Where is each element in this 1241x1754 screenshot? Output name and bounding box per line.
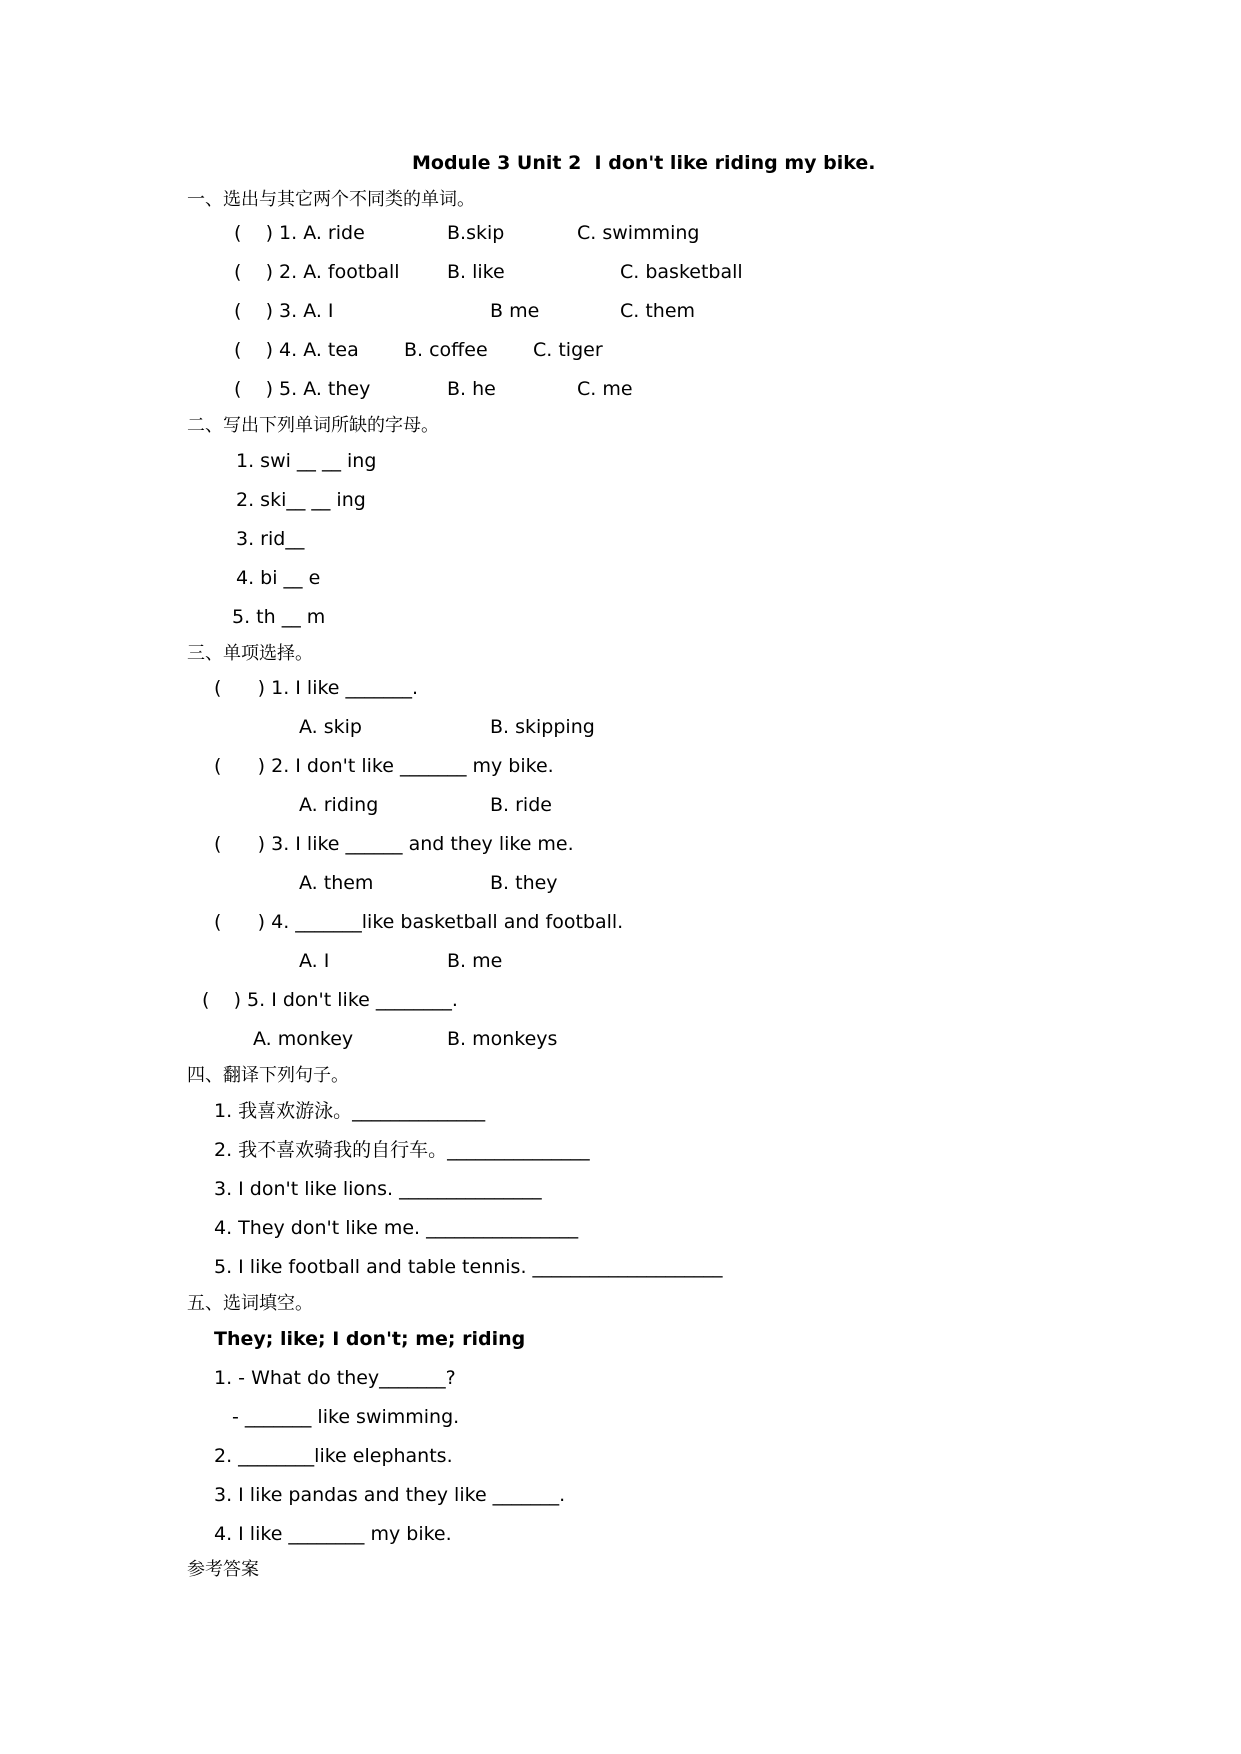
question-text: ( ) 1. I like _______. (214, 677, 419, 699)
page-title: Module 3 Unit 2 I don't like riding my bike. (412, 152, 876, 174)
option-a: A. skip (299, 716, 362, 738)
list-item: 3. rid__ (236, 528, 305, 550)
section-5-heading: 五、选词填空。 (187, 1293, 313, 1314)
option-b: B. he (447, 378, 496, 400)
section-4-heading: 四、翻译下列句子。 (187, 1065, 349, 1086)
fill-in-item: 4. I like ________ my bike. (214, 1523, 452, 1545)
word-bank: They; like; I don't; me; riding (214, 1328, 526, 1350)
option-c: C. swimming (577, 222, 700, 244)
list-item: 1. swi __ __ ing (236, 450, 377, 472)
option-b: B me (490, 300, 540, 322)
section-3-heading: 三、单项选择。 (187, 643, 313, 664)
section-1-heading: 一、选出与其它两个不同类的单词。 (187, 189, 475, 210)
option-b: B. monkeys (447, 1028, 558, 1050)
translation-item: 5. I like football and table tennis. ____________________ (214, 1256, 723, 1278)
option-c: C. them (620, 300, 696, 322)
translation-item: 4. They don't like me. ________________ (214, 1217, 579, 1239)
question-text: ( ) 3. I like ______ and they like me. (214, 833, 574, 855)
list-item: 4. bi __ e (236, 567, 321, 589)
item-number-and-option-a: ( ) 2. A. football (234, 261, 400, 283)
item-number-and-option-a: ( ) 1. A. ride (234, 222, 365, 244)
option-b: B. skipping (490, 716, 595, 738)
option-b: B. they (490, 872, 558, 894)
fill-in-item: - _______ like swimming. (232, 1406, 460, 1428)
option-c: C. basketball (620, 261, 743, 283)
option-b: B.skip (447, 222, 505, 244)
option-c: C. tiger (533, 339, 603, 361)
fill-in-item: 1. - What do they_______? (214, 1367, 456, 1389)
option-a: A. them (299, 872, 374, 894)
option-a: A. I (299, 950, 330, 972)
option-b: B. coffee (404, 339, 488, 361)
question-text: ( ) 4. _______like basketball and football. (214, 911, 624, 933)
translation-item: 1. 我喜欢游泳。______________ (214, 1100, 486, 1122)
option-b: B. ride (490, 794, 552, 816)
fill-in-item: 2. ________like elephants. (214, 1445, 453, 1467)
list-item: 5. th __ m (232, 606, 326, 628)
translation-item: 3. I don't like lions. _______________ (214, 1178, 542, 1200)
option-c: C. me (577, 378, 633, 400)
question-text: ( ) 2. I don't like _______ my bike. (214, 755, 554, 777)
option-a: A. monkey (253, 1028, 354, 1050)
translation-item: 2. 我不喜欢骑我的自行车。_______________ (214, 1139, 590, 1161)
item-number-and-option-a: ( ) 3. A. I (234, 300, 334, 322)
item-number-and-option-a: ( ) 4. A. tea (234, 339, 359, 361)
section-2-heading: 二、写出下列单词所缺的字母。 (187, 415, 439, 436)
answers-label: 参考答案 (187, 1559, 259, 1580)
fill-in-item: 3. I like pandas and they like _______. (214, 1484, 566, 1506)
item-number-and-option-a: ( ) 5. A. they (234, 378, 371, 400)
option-b: B. like (447, 261, 505, 283)
list-item: 2. ski__ __ ing (236, 489, 366, 511)
option-b: B. me (447, 950, 503, 972)
option-a: A. riding (299, 794, 379, 816)
question-text: ( ) 5. I don't like ________. (202, 989, 458, 1011)
